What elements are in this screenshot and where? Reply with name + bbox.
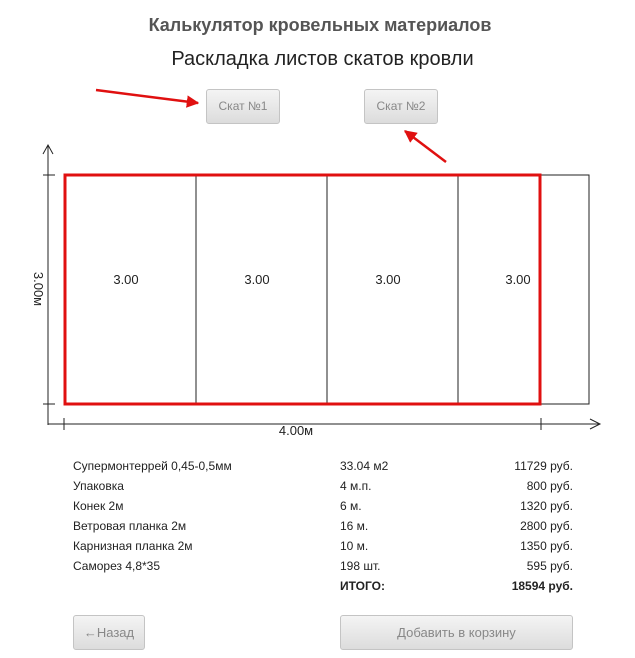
material-price: 11729 руб. — [514, 459, 573, 473]
material-row — [73, 496, 573, 516]
material-quantity: 6 м. — [340, 499, 362, 513]
material-name: Супермонтеррей 0,45-0,5мм — [73, 459, 232, 473]
material-row — [73, 456, 573, 476]
material-quantity: 16 м. — [340, 519, 369, 533]
material-quantity: 10 м. — [340, 539, 369, 553]
material-price: 1350 руб. — [520, 539, 573, 553]
width-label: 4.00м — [278, 423, 314, 438]
material-price: 2800 руб. — [520, 519, 573, 533]
sheet-grid — [65, 175, 589, 404]
material-row — [73, 476, 573, 496]
sheet — [196, 175, 327, 404]
sheet-label: 3.00 — [113, 272, 139, 287]
height-label: 3.00м — [31, 271, 46, 307]
total-label: ИТОГО: — [340, 579, 385, 593]
material-row — [73, 556, 573, 576]
material-quantity: 33.04 м2 — [340, 459, 389, 473]
width-axis — [48, 418, 600, 430]
page-subtitle: Раскладка листов скатов кровли — [171, 48, 474, 70]
roof-slope-outline — [65, 175, 540, 404]
materials-table — [73, 456, 573, 596]
material-row — [73, 536, 573, 556]
material-quantity: 198 шт. — [340, 559, 381, 573]
sheet-label: 3.00 — [375, 272, 401, 287]
total-row — [73, 576, 573, 596]
app-title: Калькулятор кровельных материалов — [148, 15, 492, 35]
material-quantity: 4 м.п. — [340, 479, 372, 493]
total-price: 18594 руб. — [511, 579, 573, 593]
sheet — [65, 175, 196, 404]
sheet-label: 3.00 — [244, 272, 270, 287]
sheet-label: 3.00 — [505, 272, 531, 287]
material-price: 800 руб. — [526, 479, 573, 493]
material-price: 1320 руб. — [520, 499, 573, 513]
sheet — [327, 175, 458, 404]
material-name: Упаковка — [73, 479, 124, 493]
material-name: Карнизная планка 2м — [73, 539, 193, 553]
slope-1-button[interactable]: Скат №1 — [206, 89, 280, 124]
pointer-arrow-2 — [405, 131, 446, 162]
back-button[interactable]: ←Назад — [73, 615, 145, 650]
add-to-cart-button[interactable]: Добавить в корзину — [340, 615, 573, 650]
material-name: Ветровая планка 2м — [73, 519, 187, 533]
material-name: Конек 2м — [73, 499, 124, 513]
pointer-arrow-1 — [96, 90, 198, 103]
material-price: 595 руб. — [526, 559, 573, 573]
sheet — [458, 175, 589, 404]
slope-2-button[interactable]: Скат №2 — [364, 89, 438, 124]
material-name: Саморез 4,8*35 — [73, 559, 161, 573]
material-row — [73, 516, 573, 536]
